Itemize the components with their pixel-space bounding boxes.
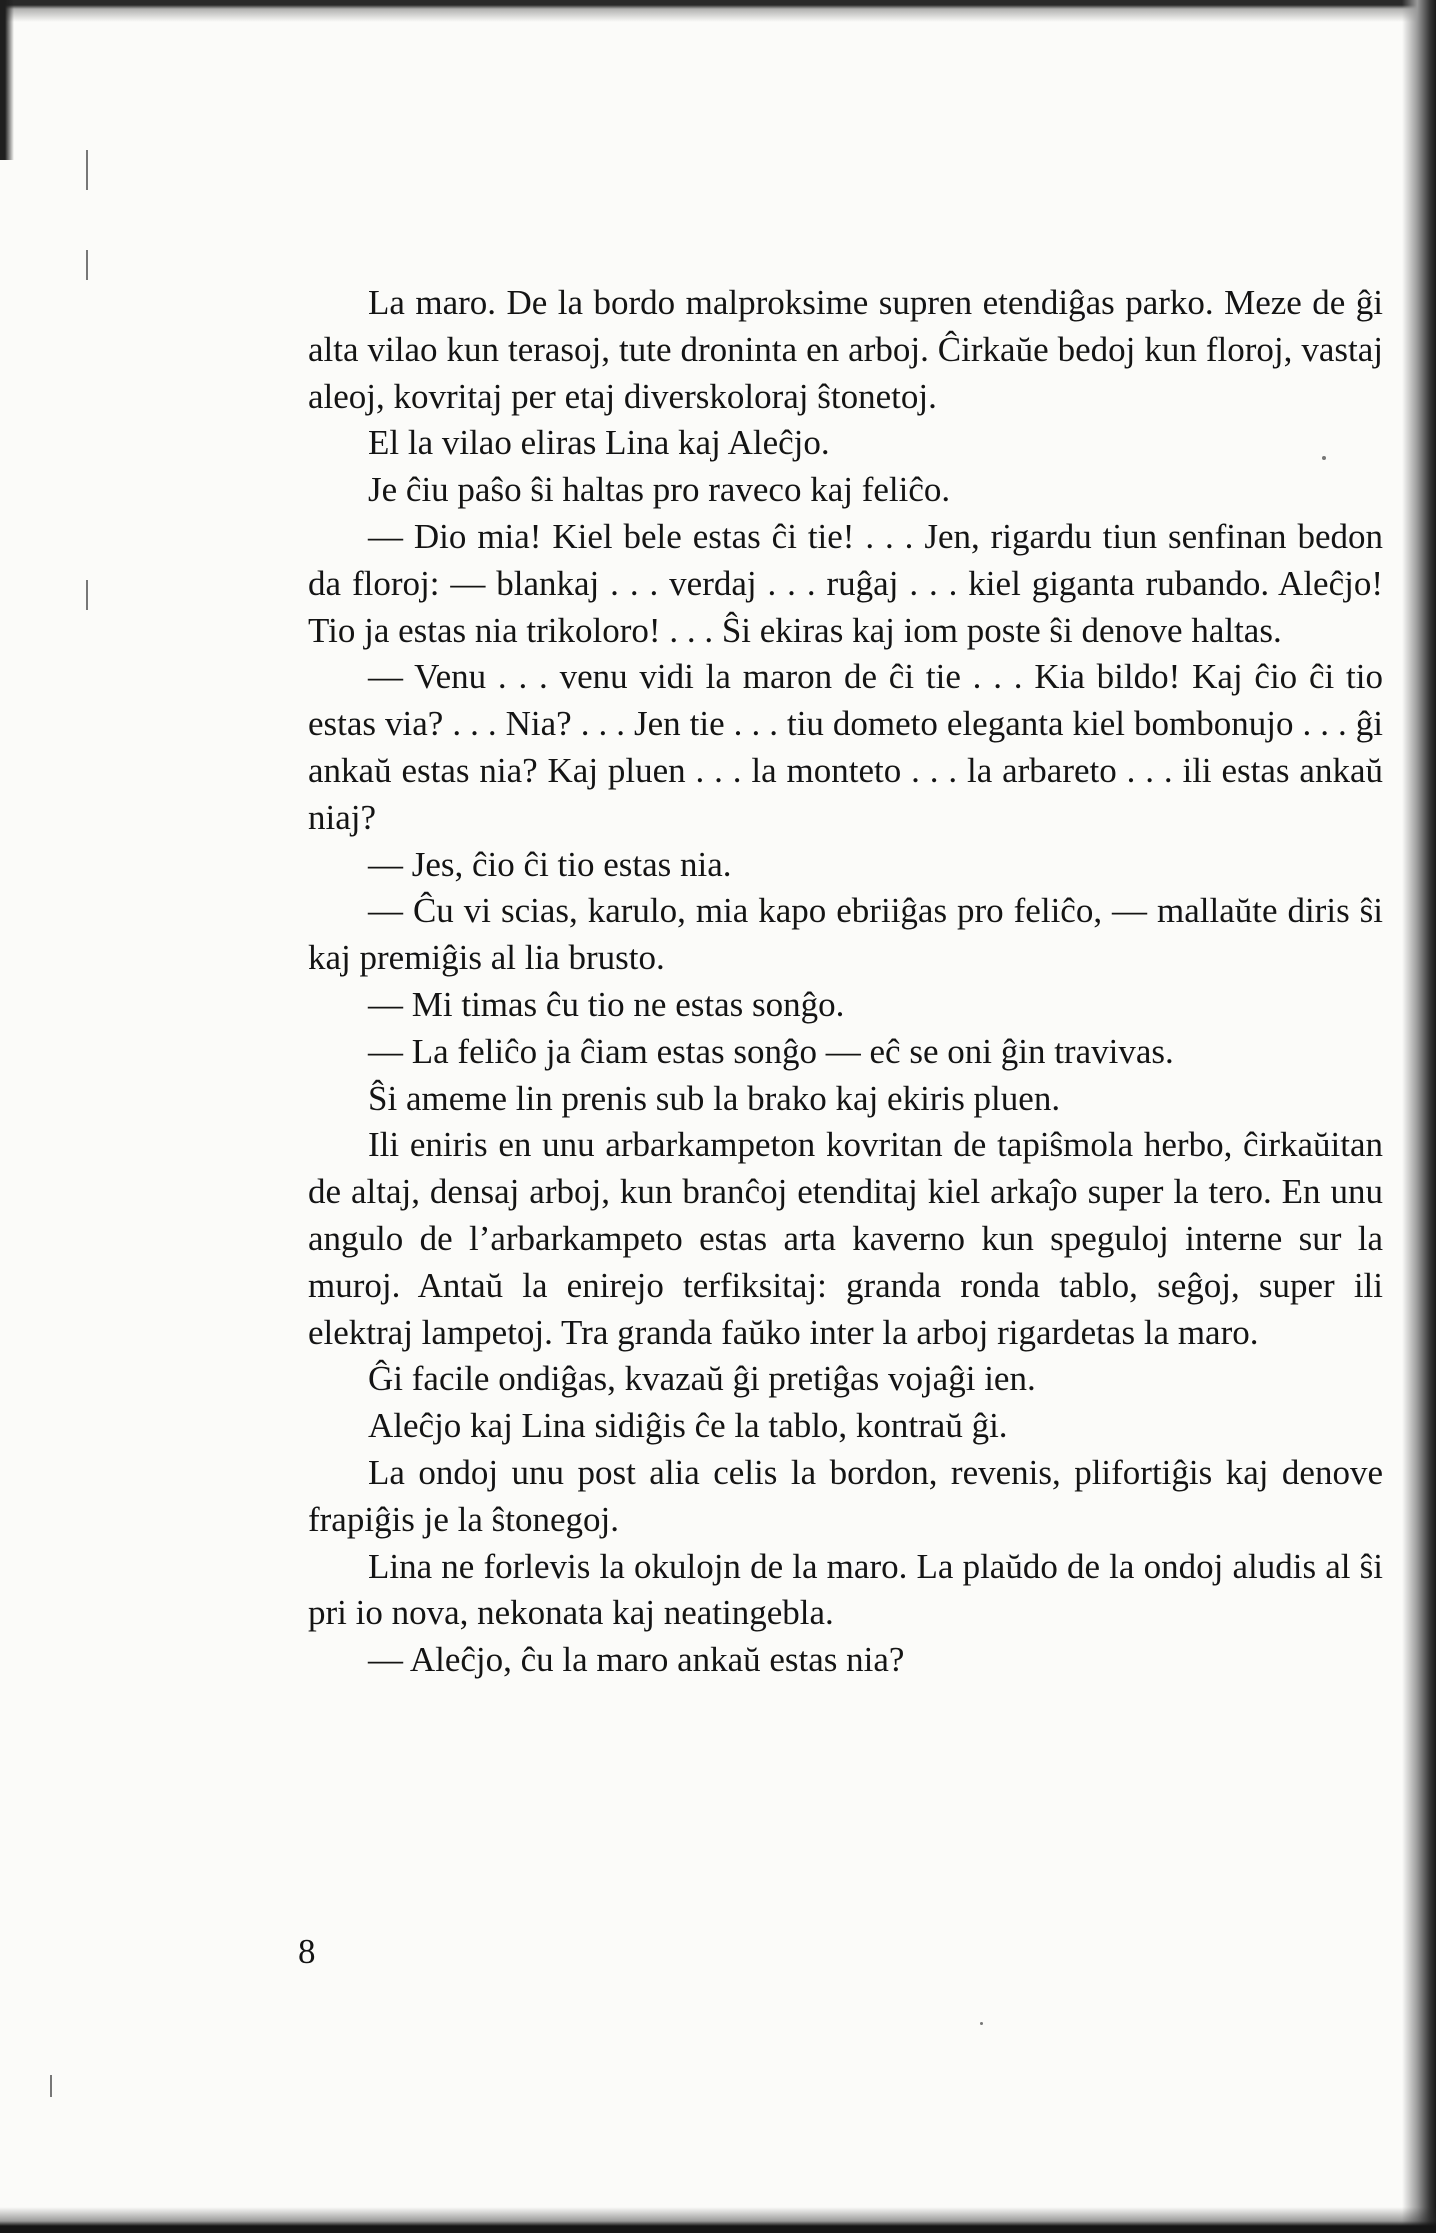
paragraph: — La feliĉo ja ĉiam estas sonĝo — eĉ se oni ĝin travivas.: [368, 1031, 1174, 1071]
scan-edge-right: [1402, 0, 1436, 2233]
scan-speck: [86, 580, 88, 610]
paragraph: — Ĉu vi scias, karulo, mia kapo ebriiĝas pro feliĉo, — mallaŭte diris ŝi kaj premiĝis al lia brusto.: [308, 891, 1383, 978]
paragraph: Lina ne forlevis la okulojn de la maro. La plaŭdo de la ondoj aludis al ŝi pri io nova, nekonata kaj neatingebla.: [308, 1546, 1383, 1633]
scan-speck: [980, 2022, 983, 2025]
scan-speck: [86, 150, 88, 190]
paragraph: Je ĉiu paŝo ŝi haltas pro raveco kaj feliĉo.: [368, 470, 951, 510]
scan-speck: [50, 2075, 52, 2097]
paragraph: El la vilao eliras Lina kaj Aleĉjo.: [368, 423, 830, 463]
paragraph: Ŝi ameme lin prenis sub la brako kaj ekiris pluen.: [368, 1078, 1061, 1118]
paragraph: — Dio mia! Kiel bele estas ĉi tie! . . . Jen, rigardu tiun senfinan bedon da floroj: — blankaj . . . verdaj . . . ruĝaj . . . kiel giganta rubando. Aleĉjo! Tio ja estas nia trikoloro! . . . Ŝi ekiras kaj iom poste ŝi denove haltas.: [308, 516, 1383, 650]
scan-speck: [86, 250, 88, 280]
scan-edge-top: [0, 0, 1436, 22]
paragraph: La ondoj unu post alia celis la bordon, revenis, plifortiĝis kaj denove frapiĝis je la ŝtonegoj.: [308, 1452, 1383, 1539]
paragraph: — Venu . . . venu vidi la maron de ĉi tie . . . Kia bildo! Kaj ĉio ĉi tio estas via? . . . Nia? . . . Jen tie . . . tiu dometo eleganta kiel bombonujo . . . ĝi ankaŭ estas nia? Kaj pluen . . . la monteto . . . la arbareto . . . ili estas ankaŭ niaj?: [308, 657, 1383, 837]
paragraph: — Aleĉjo, ĉu la maro ankaŭ estas nia?: [368, 1640, 905, 1680]
scan-edge-left: [0, 0, 14, 160]
paragraph: — Jes, ĉio ĉi tio estas nia.: [368, 844, 732, 884]
scan-edge-bottom: [0, 2207, 1436, 2233]
body-text: [308, 280, 1383, 1684]
paragraph: Aleĉjo kaj Lina sidiĝis ĉe la tablo, kontraŭ ĝi.: [368, 1406, 1008, 1446]
paragraph: — Mi timas ĉu tio ne estas sonĝo.: [368, 984, 845, 1024]
paragraph: Ili eniris en unu arbarkampeton kovritan de tapiŝmola herbo, ĉirkaŭitan de altaj, densaj arboj, kun branĉoj etenditaj kiel arkaĵo super la tero. En unu angulo de l’arbarkampeto estas arta kaverno kun speguloj interne sur la muroj. Antaŭ la enirejo terfiksitaj: granda ronda tablo, seĝoj, super ili elektraj lampetoj. Tra granda faŭko inter la arboj rigardetas la maro.: [308, 1125, 1383, 1352]
paragraph: La maro. De la bordo malproksime supren etendiĝas parko. Meze de ĝi alta vilao kun terasoj, tute droninta en arboj. Ĉirkaŭe bedoj kun floroj, vastaj aleoj, kovritaj per etaj diverskoloraj ŝtonetoj.: [308, 283, 1383, 416]
paragraph: Ĝi facile ondiĝas, kvazaŭ ĝi pretiĝas vojaĝi ien.: [368, 1359, 1036, 1399]
page-number: 8: [298, 1932, 316, 1971]
